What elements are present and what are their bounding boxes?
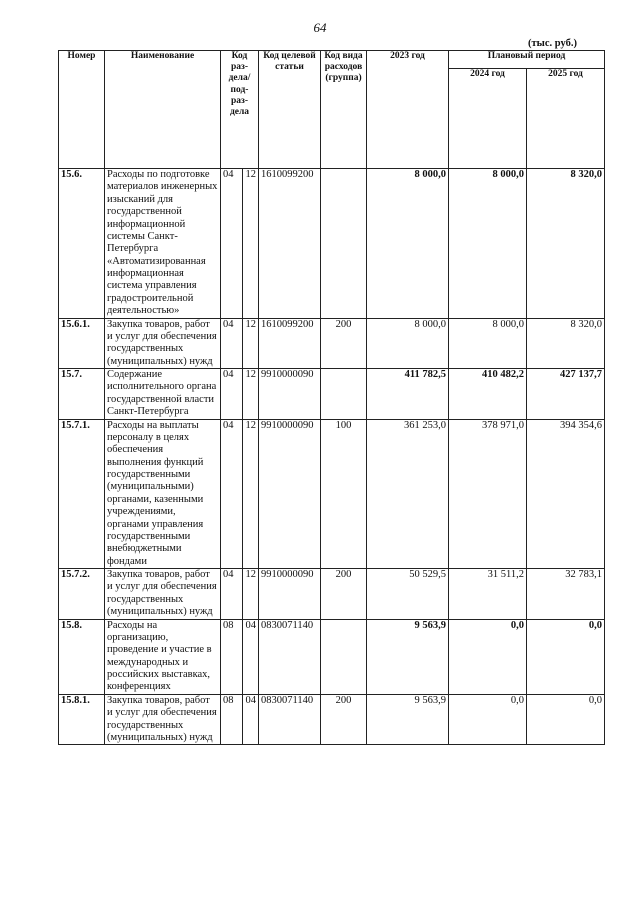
row-number: 15.8. <box>59 619 105 694</box>
row-value-2024: 410 482,2 <box>449 369 527 420</box>
row-value-2025: 0,0 <box>527 619 605 694</box>
table-row <box>59 419 605 569</box>
row-value-2024: 8 000,0 <box>449 318 527 369</box>
row-name: Расходы на выплаты персоналу в целях обеспечения выполнения функций государственными (муниципальными) органами, казенными учреждениями, органами управления государственными внебюджетными фондами <box>105 419 221 569</box>
row-value-2024: 31 511,2 <box>449 569 527 620</box>
page-number: 64 <box>313 20 327 35</box>
row-value-2023: 9 563,9 <box>367 694 449 745</box>
row-value-2025: 32 783,1 <box>527 569 605 620</box>
row-value-2023: 361 253,0 <box>367 419 449 569</box>
table-row <box>59 569 605 620</box>
row-name: Содержание исполнительного органа государственной власти Санкт-Петербурга <box>105 369 221 420</box>
row-number: 15.7.1. <box>59 419 105 569</box>
row-number: 15.6. <box>59 169 105 319</box>
row-value-2023: 8 000,0 <box>367 169 449 319</box>
table-row <box>59 318 605 369</box>
row-name: Закупка товаров, работ и услуг для обеспечения государственных (муниципальных) нужд <box>105 694 221 745</box>
header-year-2023: 2023 год <box>367 51 449 169</box>
row-value-2023: 9 563,9 <box>367 619 449 694</box>
table-row <box>59 369 605 420</box>
row-value-2024: 0,0 <box>449 694 527 745</box>
row-target-code: 0830071140 <box>259 694 321 745</box>
row-target-code: 9910000090 <box>259 419 321 569</box>
table-row <box>59 169 605 319</box>
row-value-2024: 8 000,0 <box>449 169 527 319</box>
row-name: Закупка товаров, работ и услуг для обеспечения государственных (муниципальных) нужд <box>105 318 221 369</box>
row-name: Закупка товаров, работ и услуг для обеспечения государственных (муниципальных) нужд <box>105 569 221 620</box>
table-row <box>59 619 605 694</box>
row-subsection-code: 12 <box>243 369 259 420</box>
row-target-code: 1610099200 <box>259 169 321 319</box>
row-section-code: 08 <box>221 619 243 694</box>
row-subsection-code: 04 <box>243 619 259 694</box>
header-year-2025: 2025 год <box>527 69 605 169</box>
row-target-code: 0830071140 <box>259 619 321 694</box>
row-target-code: 1610099200 <box>259 318 321 369</box>
row-value-2024: 0,0 <box>449 619 527 694</box>
table-body <box>59 169 605 745</box>
header-section-code: Код раз-дела/ под-раз-дела <box>221 51 259 169</box>
row-value-2024: 378 971,0 <box>449 419 527 569</box>
row-expense-type-code: 200 <box>321 569 367 620</box>
header-target-code: Код целевой статьи <box>259 51 321 169</box>
row-value-2025: 8 320,0 <box>527 169 605 319</box>
units-label: (тыс. руб.) <box>528 38 577 49</box>
row-section-code: 04 <box>221 419 243 569</box>
header-name: Наименование <box>105 51 221 169</box>
row-subsection-code: 12 <box>243 419 259 569</box>
row-expense-type-code <box>321 169 367 319</box>
row-value-2025: 8 320,0 <box>527 318 605 369</box>
header-year-2024: 2024 год <box>449 69 527 169</box>
row-subsection-code: 12 <box>243 569 259 620</box>
row-expense-type-code <box>321 619 367 694</box>
row-expense-type-code: 100 <box>321 419 367 569</box>
header-number: Номер <box>59 51 105 169</box>
row-expense-type-code <box>321 369 367 420</box>
row-name: Расходы по подготовке материалов инженерных изысканий для государственной информационной системы Санкт-Петербурга «Автоматизированная информационная система управления градостроительной деятельностью» <box>105 169 221 319</box>
row-value-2023: 411 782,5 <box>367 369 449 420</box>
row-value-2025: 0,0 <box>527 694 605 745</box>
budget-table <box>58 50 605 745</box>
row-number: 15.8.1. <box>59 694 105 745</box>
row-subsection-code: 12 <box>243 318 259 369</box>
row-value-2025: 394 354,6 <box>527 419 605 569</box>
header-planning-period: Плановый период <box>449 51 605 69</box>
row-value-2023: 50 529,5 <box>367 569 449 620</box>
row-section-code: 04 <box>221 369 243 420</box>
row-number: 15.6.1. <box>59 318 105 369</box>
row-value-2025: 427 137,7 <box>527 369 605 420</box>
row-name: Расходы на организацию, проведение и участие в международных и российских выставках, конференциях <box>105 619 221 694</box>
row-target-code: 9910000090 <box>259 569 321 620</box>
table-row <box>59 694 605 745</box>
row-target-code: 9910000090 <box>259 369 321 420</box>
row-subsection-code: 12 <box>243 169 259 319</box>
header-expense-type-code: Код вида расходов (группа) <box>321 51 367 169</box>
row-expense-type-code: 200 <box>321 318 367 369</box>
row-number: 15.7. <box>59 369 105 420</box>
row-subsection-code: 04 <box>243 694 259 745</box>
row-section-code: 04 <box>221 569 243 620</box>
row-number: 15.7.2. <box>59 569 105 620</box>
row-value-2023: 8 000,0 <box>367 318 449 369</box>
row-expense-type-code: 200 <box>321 694 367 745</box>
row-section-code: 04 <box>221 169 243 319</box>
row-section-code: 08 <box>221 694 243 745</box>
row-section-code: 04 <box>221 318 243 369</box>
